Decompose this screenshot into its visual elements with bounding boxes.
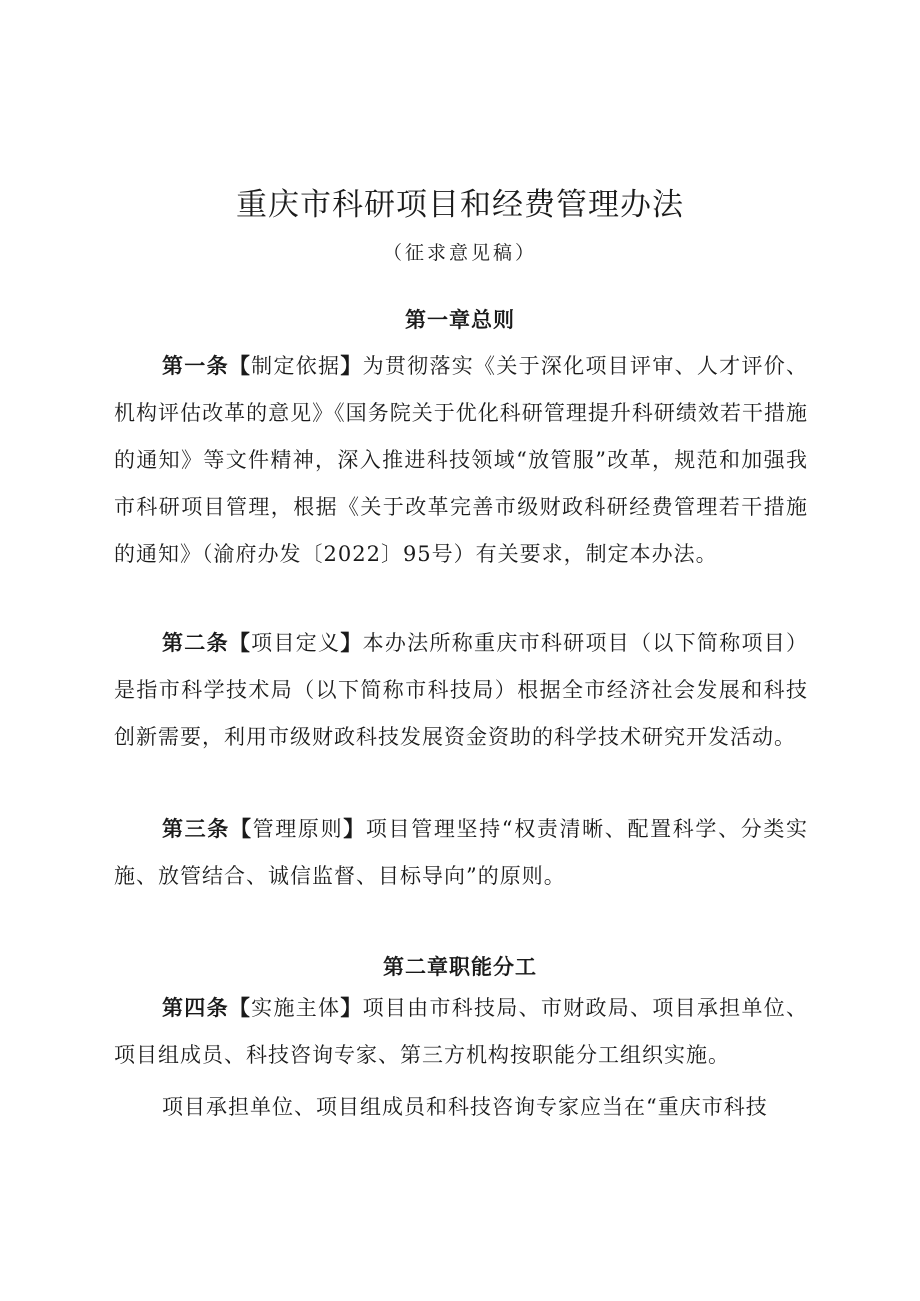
bracket-close: 】 <box>340 354 363 378</box>
article-text: 为贯彻落实《关于深化项目评审、人才评价、机构评估改革的意见》《国务院关于优化科研管理提升科研绩效若干措施的通知》等文件精神，深入推进科技领域“放管服”改革，规范和加强我市科研项目管理，根据《关于改革完善市级财政科研经费管理若干措施的通知》（渝府办发〔2022〕95号）有关要求，制定本办法。 <box>114 354 809 566</box>
paragraph-continuation: 项目承担单位、项目组成员和科技咨询专家应当在“重庆市科技 <box>162 1095 768 1119</box>
article-tag: 制定依据 <box>251 354 341 378</box>
article-text: 项目管理坚持“权责清晰、配置科学、分类实施、放管结合、诚信监督、目标导向”的原则。 <box>114 817 809 888</box>
bracket-close: 】 <box>343 817 366 841</box>
article-1 <box>114 343 808 578</box>
bracket-open: 【 <box>228 354 252 378</box>
document-subtitle: （征求意见稿） <box>382 242 537 264</box>
chapter-heading-1: 第一章总则 <box>405 308 515 332</box>
article-number: 第三条 <box>162 817 230 841</box>
article-4 <box>114 985 808 1079</box>
article-3 <box>114 806 808 900</box>
chapter-heading-2: 第二章职能分工 <box>383 955 537 979</box>
document-title: 重庆市科研项目和经费管理办法 <box>236 187 684 223</box>
bracket-open: 【 <box>229 817 253 841</box>
article-tag: 项目定义 <box>251 631 341 655</box>
article-tag: 实施主体 <box>251 996 341 1020</box>
article-text: 项目由市科技局、市财政局、项目承担单位、项目组成员、科技咨询专家、第三方机构按职能分工组织实施。 <box>114 996 809 1067</box>
article-text: 本办法所称重庆市科研项目（以下简称项目）是指市科学技术局（以下简称市科技局）根据全市经济社会发展和科技创新需要，利用市级财政科技发展资金资助的科学技术研究开发活动。 <box>114 631 809 749</box>
bracket-close: 】 <box>340 631 363 655</box>
bracket-open: 【 <box>228 631 252 655</box>
article-number: 第二条 <box>162 631 229 655</box>
article-number: 第四条 <box>162 996 229 1020</box>
bracket-close: 】 <box>340 996 363 1020</box>
article-2 <box>114 620 808 761</box>
article-tag: 管理原则 <box>252 817 344 841</box>
bracket-open: 【 <box>228 996 252 1020</box>
article-number: 第一条 <box>162 354 229 378</box>
